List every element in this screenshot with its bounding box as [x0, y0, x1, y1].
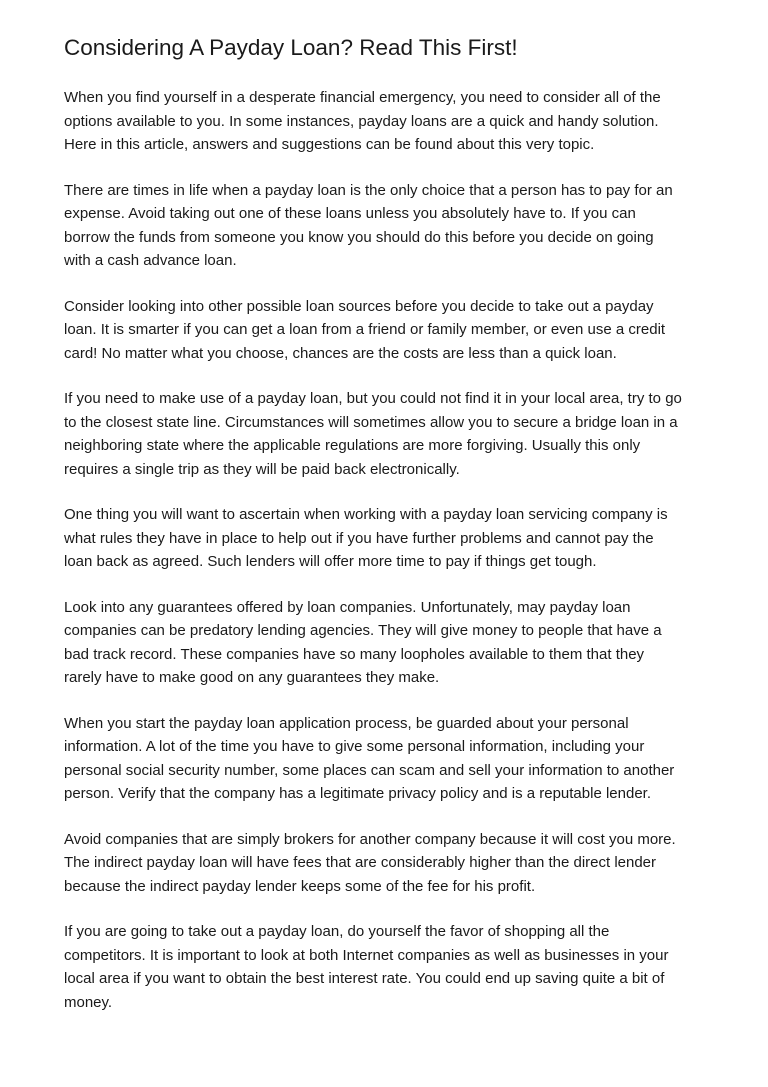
text-line: One thing you will want to ascertain when working with a payday loan servicing company is [64, 506, 668, 523]
text-line: competitors. It is important to look at both Internet companies as well as businesses in your [64, 946, 669, 964]
text-line: with a cash advance loan. [64, 252, 237, 269]
text-line: If you need to make use of a payday loan, but you could not find it in your local area, try to go [64, 390, 682, 407]
text-line: options available to you. In some instances, payday loans are a quick and handy solution. [64, 112, 659, 130]
text-line: local area if you want to obtain the best interest rate. You could end up saving quite a bit of [64, 970, 665, 987]
text-line: Avoid companies that are simply brokers for another company because it will cost you more. [64, 830, 676, 848]
text-line: loan back as agreed. Such lenders will offer more time to pay if things get tough. [64, 553, 597, 570]
text-line: When you find yourself in a desperate financial emergency, you need to consider all of the [64, 89, 661, 106]
paragraph-8 [64, 828, 744, 899]
paragraph-6 [64, 596, 744, 690]
text-line: what rules they have in place to help out if you have further problems and cannot pay the [64, 529, 654, 547]
text-line: borrow the funds from someone you know you should do this before you decide on going [64, 228, 654, 246]
text-line: loan. It is smarter if you can get a loan from a friend or family member, or even use a credit [64, 321, 666, 338]
text-line: person. Verify that the company has a legitimate privacy policy and is a reputable lender. [64, 785, 651, 802]
paragraph-9 [64, 920, 744, 1014]
paragraph-2 [64, 179, 744, 273]
text-line: expense. Avoid taking out one of these loans unless you absolutely have to. If you can [64, 205, 636, 222]
text-line: There are times in life when a payday loan is the only choice that a person has to pay for an [64, 181, 673, 199]
text-line: personal social security number, some places can scam and sell your information to another [64, 761, 675, 779]
paragraph-5 [64, 503, 744, 574]
text-line: because the indirect payday lender keeps some of the fee for his profit. [64, 877, 536, 895]
paragraph-4 [64, 387, 744, 481]
text-line: money. [64, 993, 113, 1011]
paragraph-3 [64, 295, 744, 366]
text-line: to the closest state line. Circumstances will sometimes allow you to secure a bridge loan in a [64, 413, 678, 431]
text-line: Look into any guarantees offered by loan companies. Unfortunately, may payday loan [64, 598, 631, 616]
text-line: information. A lot of the time you have to give some personal information, including your [64, 738, 645, 755]
text-line: rarely have to make good on any guarantees they make. [64, 669, 440, 686]
text-line: Consider looking into other possible loan sources before you decide to take out a payday [64, 297, 654, 315]
text-line: Here in this article, answers and suggestions can be found about this very topic. [64, 136, 595, 153]
paragraph-7 [64, 712, 744, 806]
paragraph-1 [64, 86, 744, 157]
article-body [64, 86, 744, 1036]
text-line: companies can be predatory lending agencies. They will give money to people that have a [64, 622, 662, 639]
page-title: Considering A Payday Loan? Read This First! [64, 35, 518, 60]
text-line: requires a single trip as they will be paid back electronically. [64, 460, 460, 478]
text-line: bad track record. These companies have so many loopholes available to them that they [64, 645, 645, 663]
text-line: When you start the payday loan application process, be guarded about your personal [64, 714, 629, 732]
text-line: card! No matter what you choose, chances are the costs are less than a quick loan. [64, 344, 617, 362]
text-line: If you are going to take out a payday loan, do yourself the favor of shopping all the [64, 923, 610, 940]
text-line: The indirect payday loan will have fees that are considerably higher than the direct lender [64, 854, 657, 871]
text-line: neighboring state where the applicable regulations are more forgiving. Usually this only [64, 437, 641, 454]
